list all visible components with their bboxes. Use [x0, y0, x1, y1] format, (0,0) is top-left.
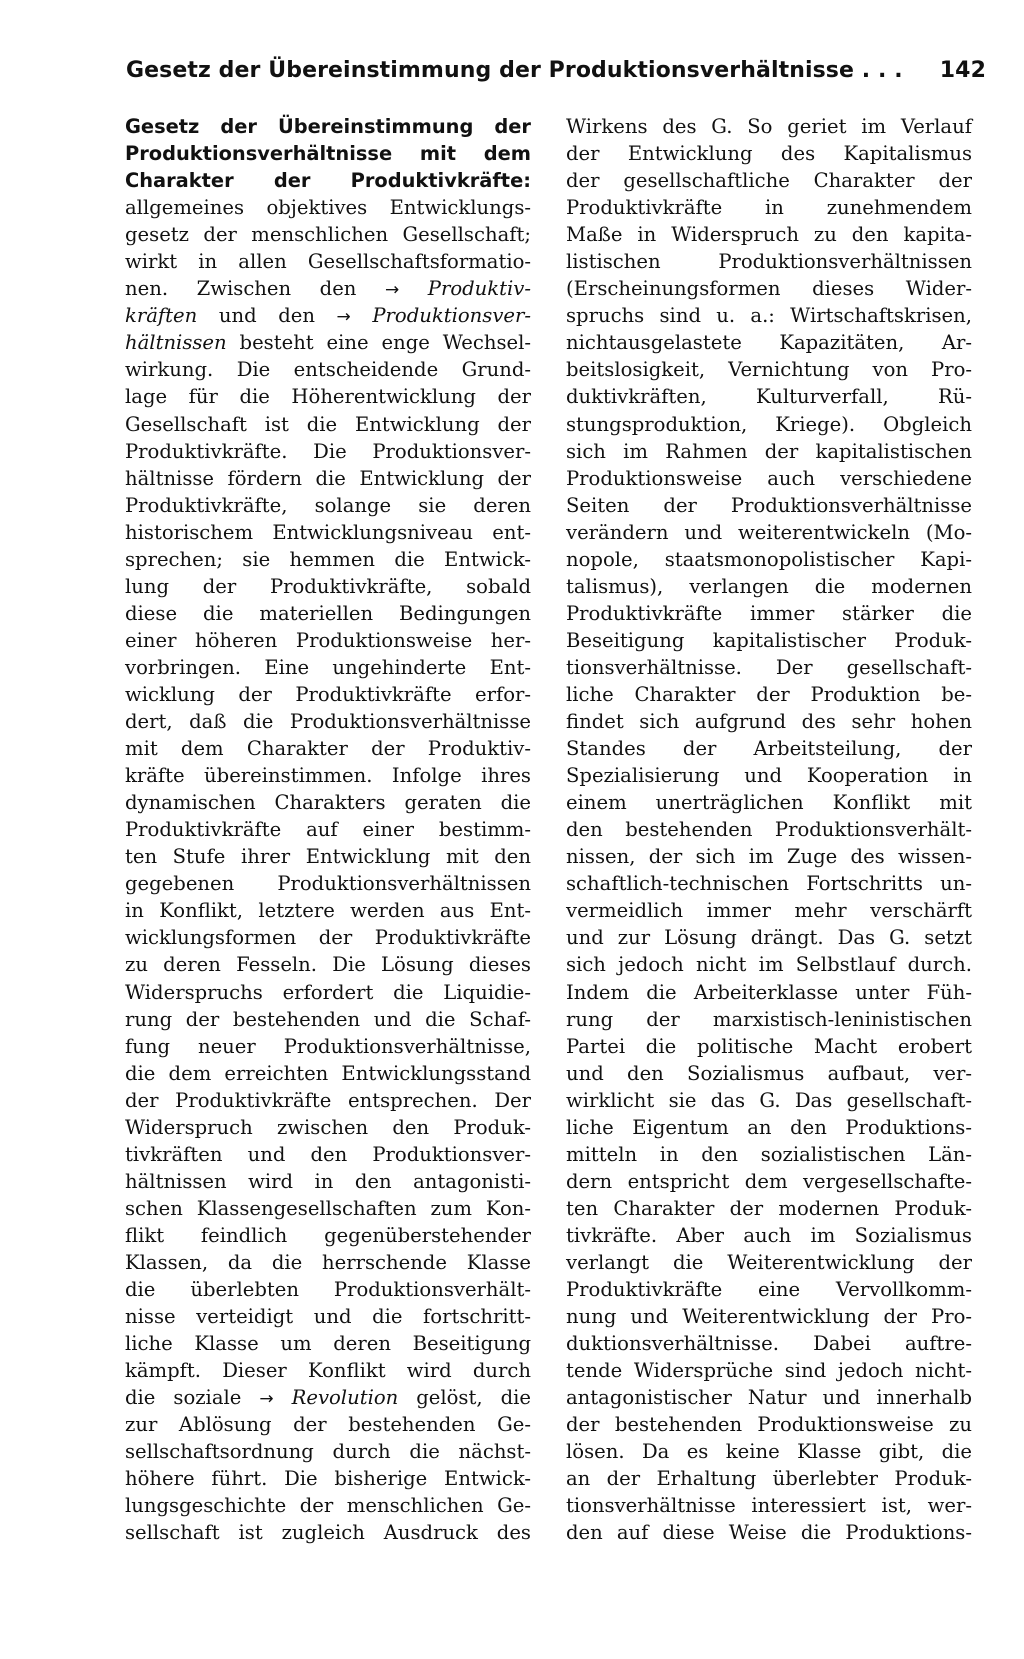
text-line	[566, 1330, 972, 1357]
text-line	[125, 816, 531, 843]
text-line	[566, 113, 972, 140]
entry-headword: Gesetz der Übereinstimmung der	[125, 115, 531, 138]
cross-reference: Produktiv-	[399, 277, 531, 301]
body-text: den auf diese Weise die Produktions-	[566, 1521, 972, 1545]
body-text: liche Eigentum an den Produktions-	[566, 1115, 972, 1139]
body-text: lage für die Höherentwicklung der	[125, 385, 531, 409]
text-line	[125, 654, 531, 681]
text-line	[566, 600, 972, 627]
body-text: Produktivkräfte, solange sie deren	[125, 493, 531, 517]
text-line	[125, 1033, 531, 1060]
text-line	[125, 329, 531, 356]
body-text: zu deren Fesseln. Die Lösung dieses	[125, 953, 531, 977]
text-line	[125, 1114, 531, 1141]
body-text: nopole, staatsmonopolistischer Kapi-	[566, 547, 972, 571]
text-line	[125, 1276, 531, 1303]
text-line	[125, 1060, 531, 1087]
body-text: wirklicht sie das G. Das gesellschaft-	[566, 1088, 972, 1112]
body-text: mitteln in den sozialistischen Län-	[566, 1142, 972, 1166]
text-line	[566, 1195, 972, 1222]
body-text: Produktivkräfte auf einer bestimm-	[125, 818, 531, 842]
body-text: Produktivkräfte. Die Produktionsver-	[125, 439, 531, 463]
text-line	[566, 573, 972, 600]
body-text: Klassen, da die herrschende Klasse	[125, 1250, 531, 1274]
text-line	[125, 1087, 531, 1114]
text-line	[566, 951, 972, 978]
body-text: dynamischen Charakters geraten die	[125, 791, 531, 815]
body-text: Seiten der Produktionsverhältnisse	[566, 493, 972, 517]
cross-reference: Produktionsver-	[350, 304, 531, 328]
body-text: tivkräfte. Aber auch im Sozialismus	[566, 1223, 972, 1247]
body-text: sich im Rahmen der kapitalistischen	[566, 439, 972, 463]
text-line	[566, 1222, 972, 1249]
cross-reference: Revolution	[273, 1386, 399, 1410]
body-text: tionsverhältnisse interessiert ist, wer-	[566, 1494, 972, 1518]
right-text-column	[566, 113, 972, 1546]
body-text: tende Widersprüche sind jedoch nicht-	[566, 1359, 972, 1383]
cross-reference-arrow-icon: →	[259, 1389, 274, 1410]
body-text: fung neuer Produktionsverhältnisse,	[125, 1034, 531, 1058]
text-line	[125, 627, 531, 654]
body-text: besteht eine enge Wechsel-	[226, 331, 531, 355]
body-text: flikt feindlich gegenüberstehender	[125, 1223, 531, 1247]
text-line	[125, 951, 531, 978]
text-line	[125, 1465, 531, 1492]
text-line	[566, 275, 972, 302]
text-line	[125, 681, 531, 708]
text-line	[125, 1411, 531, 1438]
body-text: allgemeines objektives Entwicklungs-	[125, 196, 531, 220]
body-text: (Erscheinungsformen dieses Wider-	[566, 277, 972, 301]
text-line	[125, 1168, 531, 1195]
body-text: rung der marxistisch-leninistischen	[566, 1007, 972, 1031]
text-line	[566, 1492, 972, 1519]
text-line	[125, 1303, 531, 1330]
text-line	[566, 167, 972, 194]
body-text: ten Stufe ihrer Entwicklung mit den	[125, 845, 531, 869]
body-text: wirkung. Die entscheidende Grund-	[125, 358, 531, 382]
text-line	[125, 275, 531, 302]
body-text: die überlebten Produktionsverhält-	[125, 1278, 531, 1302]
text-line	[566, 627, 972, 654]
cross-reference-arrow-icon: →	[336, 307, 351, 328]
body-text: die soziale	[125, 1386, 260, 1410]
text-line	[566, 735, 972, 762]
body-text: Produktivkräfte immer stärker die	[566, 601, 972, 625]
text-line	[566, 329, 972, 356]
text-line	[125, 1357, 531, 1384]
body-text: Maße in Widerspruch zu den kapita-	[566, 223, 972, 247]
running-head-title: Gesetz der Übereinstimmung der Produktionsverhältnisse . . .	[126, 58, 903, 83]
body-text: verändern und weiterentwickeln (Mo-	[566, 520, 972, 544]
body-text: der bestehenden Produktionsweise zu	[566, 1413, 972, 1437]
text-line	[125, 519, 531, 546]
body-text: Widerspruch zwischen den Produk-	[125, 1115, 531, 1139]
text-line	[566, 924, 972, 951]
text-line	[566, 843, 972, 870]
body-text: den bestehenden Produktionsverhält-	[566, 818, 972, 842]
text-line	[566, 1303, 972, 1330]
body-text: nisse verteidigt und die fortschritt-	[125, 1305, 531, 1329]
body-text: nen. Zwischen den	[125, 277, 385, 301]
body-text: talismus), verlangen die modernen	[566, 574, 972, 598]
text-line	[125, 411, 531, 438]
text-line	[566, 1006, 972, 1033]
body-text: schaftlich-technischen Fortschritts un-	[566, 872, 972, 896]
body-text: hältnisse fördern die Entwicklung der	[125, 466, 531, 490]
text-line	[566, 681, 972, 708]
text-line	[566, 465, 972, 492]
text-line	[125, 1249, 531, 1276]
body-text: historischem Entwicklungsniveau ent-	[125, 520, 531, 544]
body-text: Wirkens des G. So geriet im Verlauf	[566, 115, 972, 138]
body-text: Gesellschaft ist die Entwicklung der	[125, 412, 531, 436]
body-text: dern entspricht dem vergesellschafte-	[566, 1169, 972, 1193]
body-text: Produktivkräfte eine Vervollkomm-	[566, 1278, 972, 1302]
body-text: der Produktivkräfte entsprechen. Der	[125, 1088, 531, 1112]
body-text: findet sich aufgrund des sehr hohen	[566, 710, 972, 734]
body-text: beitslosigkeit, Vernichtung von Pro-	[566, 358, 972, 382]
body-text: lungsgeschichte der menschlichen Ge-	[125, 1494, 531, 1518]
body-text: einer höheren Produktionsweise her-	[125, 628, 531, 652]
text-line	[125, 140, 531, 167]
text-line	[566, 221, 972, 248]
body-text: lösen. Da es keine Klasse gibt, die	[566, 1440, 972, 1464]
body-text: mit dem Charakter der Produktiv-	[125, 737, 531, 761]
text-line	[566, 1087, 972, 1114]
text-line	[566, 1033, 972, 1060]
text-line	[566, 789, 972, 816]
body-text: liche Klasse um deren Beseitigung	[125, 1332, 531, 1356]
text-line	[566, 411, 972, 438]
text-line	[125, 248, 531, 275]
text-line	[125, 979, 531, 1006]
text-line	[566, 1357, 972, 1384]
text-line	[125, 735, 531, 762]
cross-reference-arrow-icon: →	[384, 280, 400, 301]
text-line	[566, 140, 972, 167]
body-text: tionsverhältnisse. Der gesellschaft-	[566, 655, 972, 679]
body-text: zur Ablösung der bestehenden Ge-	[125, 1413, 531, 1437]
text-line	[125, 600, 531, 627]
text-line	[125, 113, 531, 140]
page-number: 142	[939, 58, 986, 83]
text-line	[566, 1249, 972, 1276]
text-line	[566, 492, 972, 519]
body-text: duktivkräften, Kulturverfall, Rü-	[566, 385, 972, 409]
body-text: in Konflikt, letztere werden aus Ent-	[125, 899, 531, 923]
text-line	[566, 816, 972, 843]
body-text: einem unerträglichen Konflikt mit	[566, 791, 972, 815]
text-line	[566, 979, 972, 1006]
body-text: tivkräften und den Produktionsver-	[125, 1142, 531, 1166]
body-text: Standes der Arbeitsteilung, der	[566, 737, 972, 761]
text-line	[566, 383, 972, 410]
body-text: kräfte übereinstimmen. Infolge ihres	[125, 764, 531, 788]
text-line	[566, 438, 972, 465]
body-text: schen Klassengesellschaften zum Kon-	[125, 1196, 531, 1220]
body-text: gesetz der menschlichen Gesellschaft;	[125, 223, 531, 247]
text-line	[566, 1141, 972, 1168]
text-line	[125, 1141, 531, 1168]
text-line	[125, 1330, 531, 1357]
body-text: ten Charakter der modernen Produk-	[566, 1196, 972, 1220]
body-text: stungsproduktion, Kriege). Obgleich	[566, 412, 972, 436]
text-line	[125, 356, 531, 383]
text-line	[566, 546, 972, 573]
text-line	[125, 1519, 531, 1546]
body-text: wicklung der Produktivkräfte erfor-	[125, 682, 531, 706]
body-text: diese die materiellen Bedingungen	[125, 601, 531, 625]
text-line	[125, 762, 531, 789]
body-text: lung der Produktivkräfte, sobald	[125, 574, 531, 598]
text-line	[566, 1276, 972, 1303]
body-text: sellschaft ist zugleich Ausdruck des	[125, 1521, 531, 1545]
text-line	[125, 1222, 531, 1249]
body-text: der Entwicklung des Kapitalismus	[566, 142, 972, 166]
body-text: listischen Produktionsverhältnissen	[566, 250, 972, 274]
body-text: sprechen; sie hemmen die Entwick-	[125, 547, 531, 571]
text-line	[125, 789, 531, 816]
text-line	[125, 573, 531, 600]
body-text: antagonistischer Natur und innerhalb	[566, 1386, 972, 1410]
cross-reference: hältnissen	[125, 331, 227, 355]
text-line	[566, 1384, 972, 1411]
body-text: und zur Lösung drängt. Das G. setzt	[566, 926, 972, 950]
text-line	[566, 1465, 972, 1492]
text-line	[566, 194, 972, 221]
entry-headword: Charakter der Produktivkräfte:	[125, 169, 531, 193]
body-text: gegebenen Produktionsverhältnissen	[125, 872, 531, 896]
text-line	[566, 519, 972, 546]
text-line	[566, 870, 972, 897]
body-text: Beseitigung kapitalistischer Produk-	[566, 628, 972, 652]
text-line	[125, 870, 531, 897]
body-text: Partei die politische Macht erobert	[566, 1034, 972, 1058]
text-line	[125, 221, 531, 248]
text-line	[125, 708, 531, 735]
running-head	[126, 58, 986, 98]
text-line	[125, 1195, 531, 1222]
body-text: Produktivkräfte in zunehmendem	[566, 196, 972, 220]
text-line	[566, 302, 972, 329]
body-text: gelöst, die	[398, 1386, 531, 1410]
text-line	[566, 248, 972, 275]
text-line	[125, 167, 531, 194]
body-text: wirkt in allen Gesellschaftsformatio-	[125, 250, 531, 274]
text-line	[566, 1438, 972, 1465]
body-text: nung und Weiterentwicklung der Pro-	[566, 1305, 972, 1329]
text-line	[125, 438, 531, 465]
body-text: vermeidlich immer mehr verschärft	[566, 899, 972, 923]
body-text: der gesellschaftliche Charakter der	[566, 169, 972, 193]
text-line	[566, 708, 972, 735]
text-line	[566, 1411, 972, 1438]
text-line	[125, 194, 531, 221]
body-text: sellschaftsordnung durch die nächst-	[125, 1440, 531, 1464]
text-line	[566, 1060, 972, 1087]
text-line	[125, 1492, 531, 1519]
text-line	[125, 302, 531, 329]
body-text: spruchs sind u. a.: Wirtschaftskrisen,	[566, 304, 972, 328]
body-text: kämpft. Dieser Konflikt wird durch	[125, 1359, 531, 1383]
body-text: verlangt die Weiterentwicklung der	[566, 1250, 972, 1274]
text-line	[125, 1006, 531, 1033]
text-line	[125, 843, 531, 870]
text-line	[566, 654, 972, 681]
body-text: Widerspruchs erfordert die Liquidie-	[125, 980, 531, 1004]
body-text: sich jedoch nicht im Selbstlauf durch.	[566, 953, 972, 977]
text-line	[125, 546, 531, 573]
text-line	[125, 924, 531, 951]
body-text: Produktionsweise auch verschiedene	[566, 466, 972, 490]
text-line	[566, 762, 972, 789]
text-line	[566, 897, 972, 924]
body-text: die dem erreichten Entwicklungsstand	[125, 1061, 531, 1085]
body-text: hältnissen wird in den antagonisti-	[125, 1169, 531, 1193]
text-line	[125, 897, 531, 924]
text-line	[566, 1519, 972, 1546]
body-text: duktionsverhältnisse. Dabei auftre-	[566, 1332, 972, 1356]
text-line	[566, 356, 972, 383]
left-text-column	[125, 113, 531, 1546]
text-line	[125, 1438, 531, 1465]
body-text: liche Charakter der Produktion be-	[566, 682, 972, 706]
body-text: vorbringen. Eine ungehinderte Ent-	[125, 655, 531, 679]
body-text: Spezialisierung und Kooperation in	[566, 764, 972, 788]
text-line	[566, 1168, 972, 1195]
text-line	[125, 465, 531, 492]
text-line	[125, 383, 531, 410]
entry-headword: Produktionsverhältnisse mit dem	[125, 142, 531, 166]
body-text: und den Sozialismus aufbaut, ver-	[566, 1061, 972, 1085]
text-line	[125, 1384, 531, 1411]
body-text: und den	[197, 304, 337, 328]
body-text: Indem die Arbeiterklasse unter Füh-	[566, 980, 972, 1004]
text-line	[566, 1114, 972, 1141]
body-text: nissen, der sich im Zuge des wissen-	[566, 845, 972, 869]
body-text: wicklungsformen der Produktivkräfte	[125, 926, 531, 950]
cross-reference: kräften	[125, 304, 198, 328]
text-line	[125, 492, 531, 519]
body-text: rung der bestehenden und die Schaf-	[125, 1007, 531, 1031]
body-text: nichtausgelastete Kapazitäten, Ar-	[566, 331, 972, 355]
body-text: an der Erhaltung überlebter Produk-	[566, 1467, 972, 1491]
body-text: höhere führt. Die bisherige Entwick-	[125, 1467, 531, 1491]
body-text: dert, daß die Produktionsverhältnisse	[125, 710, 531, 734]
